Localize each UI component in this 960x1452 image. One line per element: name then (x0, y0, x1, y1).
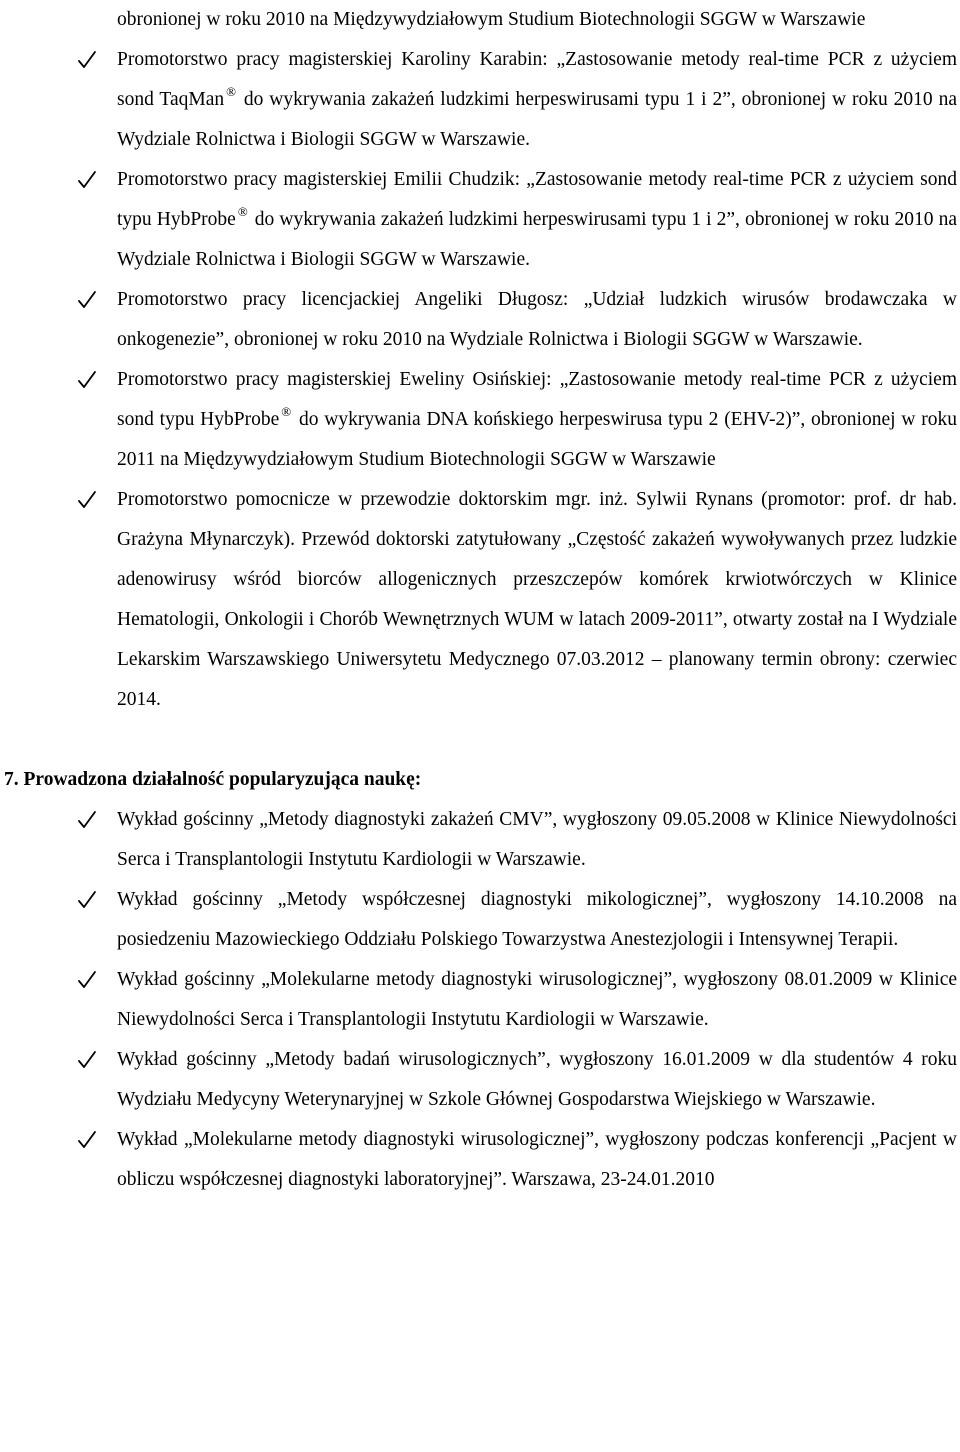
list-item-text: Wykład „Molekularne metody diagnostyki wirusologicznej”, wygłoszony podczas konferencji „Pacjent w obliczu współczesnej diagnostyki laboratoryjnej”. Warszawa, 23-24.01.2010 (117, 1129, 957, 1190)
list-item (117, 1120, 957, 1200)
list-item (117, 360, 957, 480)
list-item-text: Promotorstwo pracy magisterskiej Karoliny Karabin: „Zastosowanie metody real-time PCR z użyciem sond TaqMan (117, 49, 957, 110)
list-item-text: Promotorstwo pomocnicze w przewodzie doktorskim mgr. inż. Sylwii Rynans (promotor: prof. dr hab. Grażyna Młynarczyk). Przewód doktorski zatytułowany „Częstość zakażeń wywoływanych przez ludzkie adenowirusy wśród biorców allogenicznych przeszczepów komórek krwiotwórczych w Klinice Hematologii, Onkologii i Chorób Wewnętrznych WUM w latach 2009-2011”, otwarty został na I Wydziale Lekarskim Warszawskiego Uniwersytetu Medycznego 07.03.2012 – planowany termin obrony: czerwiec 2014. (117, 489, 957, 710)
list-item (117, 1040, 957, 1120)
registered-mark: ® (237, 204, 248, 219)
list-item-text: Wykład gościnny „Metody badań wirusologicznych”, wygłoszony 16.01.2009 w dla studentów 4 roku Wydziału Medycyny Weterynaryjnej w Szkole Głównej Gospodarstwa Wiejskiego w Warszawie. (117, 1049, 957, 1110)
list-item-text: Promotorstwo pracy magisterskiej Eweliny Osińskiej: „Zastosowanie metody real-time PCR z użyciem sond typu HybProbe (117, 369, 957, 430)
continuation-paragraph: obronionej w roku 2010 na Międzywydziałowym Studium Biotechnologii SGGW w Warszawie (117, 9, 866, 30)
list-item (117, 800, 957, 880)
list-item (117, 280, 957, 360)
list-item (117, 480, 957, 720)
list-item-text: do wykrywania DNA końskiego herpeswirusa typu 2 (EHV-2)”, obronionej w roku 2011 na Międzywydziałowym Studium Biotechnologii SGGW w Warszawie (117, 409, 958, 470)
list-item-text: do wykrywania zakażeń ludzkimi herpeswirusami typu 1 i 2”, obronionej w roku 2010 na Wydziale Rolnictwa i Biologii SGGW w Warszawie. (117, 209, 957, 270)
check-mark-icon (77, 1040, 97, 1080)
check-mark-icon (77, 40, 97, 80)
check-mark-icon (77, 480, 97, 520)
check-mark-icon (77, 280, 97, 320)
check-mark-icon (77, 160, 97, 200)
section-7 (0, 760, 960, 1200)
list-item-text: Wykład gościnny „Metody współczesnej diagnostyki mikologicznej”, wygłoszony 14.10.2008 na posiedzeniu Mazowieckiego Oddziału Polskiego Towarzystwa Anestezjologii i Intensywnej Terapii. (117, 889, 957, 950)
list-item (117, 160, 957, 280)
list-item-text: Wykład gościnny „Metody diagnostyki zakażeń CMV”, wygłoszony 09.05.2008 w Klinice Niewydolności Serca i Transplantologii Instytutu Kardiologii w Warszawie. (117, 809, 957, 870)
list-item-text: Promotorstwo pracy licencjackiej Angeliki Długosz: „Udział ludzkich wirusów brodawczaka w onkogenezie”, obronionej w roku 2010 na Wydziale Rolnictwa i Biologii SGGW w Warszawie. (117, 289, 957, 350)
check-mark-icon (77, 960, 97, 1000)
list-item (117, 40, 957, 160)
list-item-text: do wykrywania zakażeń ludzkimi herpeswirusami typu 1 i 2”, obronionej w roku 2010 na Wydziale Rolnictwa i Biologii SGGW w Warszawie. (117, 89, 957, 150)
check-mark-icon (77, 1120, 97, 1160)
check-mark-icon (77, 360, 97, 400)
list-item-text: Promotorstwo pracy magisterskiej Emilii Chudzik: „Zastosowanie metody real-time PCR z użyciem sond typu HybProbe (117, 169, 957, 230)
lectures-list (0, 800, 960, 1200)
registered-mark: ® (226, 84, 236, 99)
list-item (117, 960, 957, 1040)
check-mark-icon (77, 800, 97, 840)
registered-mark: ® (281, 404, 292, 419)
check-mark-icon (77, 880, 97, 920)
list-item (117, 880, 957, 960)
list-item-text: Wykład gościnny „Molekularne metody diagnostyki wirusologicznej”, wygłoszony 08.01.2009 w Klinice Niewydolności Serca i Transplantologii Instytutu Kardiologii w Warszawie. (117, 969, 957, 1030)
section-heading: 7. Prowadzona działalność popularyzująca naukę: (4, 769, 422, 790)
promotions-list (0, 40, 960, 720)
